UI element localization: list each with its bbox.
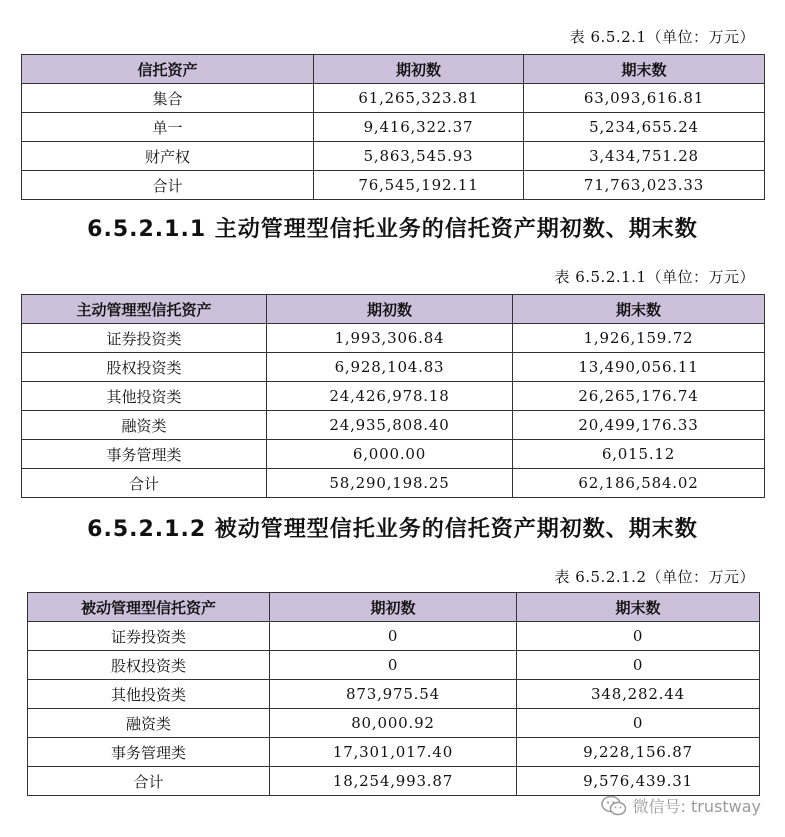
row-label: 集合 <box>22 84 314 113</box>
opening-value: 873,975.54 <box>270 680 517 709</box>
table-row <box>22 382 765 411</box>
opening-value: 76,545,192.11 <box>314 171 524 200</box>
watermark-text: 微信号: trustway <box>632 797 761 816</box>
header-closing: 期末数 <box>524 55 765 84</box>
table-row <box>28 680 760 709</box>
closing-value: 9,576,439.31 <box>517 767 760 796</box>
table-row <box>22 324 765 353</box>
header-asset-type: 被动管理型信托资产 <box>28 593 270 622</box>
table-row-total <box>28 767 760 796</box>
table-row <box>22 440 765 469</box>
opening-value: 18,254,993.87 <box>270 767 517 796</box>
passive-trust-assets-table <box>27 592 760 796</box>
closing-value: 6,015.12 <box>513 440 765 469</box>
row-label: 合计 <box>22 469 267 498</box>
table-caption-3: 表 6.5.2.1.2（单位：万元） <box>554 568 755 586</box>
closing-value: 0 <box>517 709 760 738</box>
section-heading-active: 6.5.2.1.1 主动管理型信托业务的信托资产期初数、期末数 <box>87 217 698 242</box>
header-asset-type: 主动管理型信托资产 <box>22 295 267 324</box>
header-opening: 期初数 <box>314 55 524 84</box>
row-label: 事务管理类 <box>22 440 267 469</box>
row-label: 合计 <box>28 767 270 796</box>
table-row <box>22 113 765 142</box>
row-label: 财产权 <box>22 142 314 171</box>
table-row <box>28 622 760 651</box>
closing-value: 71,763,023.33 <box>524 171 765 200</box>
table-row <box>28 709 760 738</box>
row-label: 事务管理类 <box>28 738 270 767</box>
closing-value: 0 <box>517 651 760 680</box>
opening-value: 6,000.00 <box>267 440 513 469</box>
closing-value: 26,265,176.74 <box>513 382 765 411</box>
opening-value: 24,426,978.18 <box>267 382 513 411</box>
table-caption-2: 表 6.5.2.1.1（单位：万元） <box>554 268 755 286</box>
row-label: 其他投资类 <box>28 680 270 709</box>
wechat-watermark <box>601 794 761 817</box>
row-label: 单一 <box>22 113 314 142</box>
opening-value: 1,993,306.84 <box>267 324 513 353</box>
opening-value: 5,863,545.93 <box>314 142 524 171</box>
closing-value: 348,282.44 <box>517 680 760 709</box>
header-closing: 期末数 <box>513 295 765 324</box>
closing-value: 63,093,616.81 <box>524 84 765 113</box>
wechat-logo-icon <box>601 795 627 817</box>
table-caption-1: 表 6.5.2.1（单位：万元） <box>569 28 755 46</box>
section-heading-passive: 6.5.2.1.2 被动管理型信托业务的信托资产期初数、期末数 <box>87 517 698 542</box>
closing-value: 0 <box>517 622 760 651</box>
row-label: 证券投资类 <box>28 622 270 651</box>
table-header-row <box>28 593 760 622</box>
row-label: 股权投资类 <box>28 651 270 680</box>
closing-value: 13,490,056.11 <box>513 353 765 382</box>
table-header-row <box>22 55 765 84</box>
opening-value: 17,301,017.40 <box>270 738 517 767</box>
closing-value: 3,434,751.28 <box>524 142 765 171</box>
row-label: 证券投资类 <box>22 324 267 353</box>
opening-value: 58,290,198.25 <box>267 469 513 498</box>
closing-value: 62,186,584.02 <box>513 469 765 498</box>
table-header-row <box>22 295 765 324</box>
table-row <box>28 651 760 680</box>
header-asset-type: 信托资产 <box>22 55 314 84</box>
table-row <box>28 738 760 767</box>
opening-value: 0 <box>270 622 517 651</box>
row-label: 合计 <box>22 171 314 200</box>
row-label: 融资类 <box>28 709 270 738</box>
table-row <box>22 142 765 171</box>
closing-value: 5,234,655.24 <box>524 113 765 142</box>
table-row <box>22 84 765 113</box>
opening-value: 61,265,323.81 <box>314 84 524 113</box>
active-trust-assets-table <box>21 294 765 498</box>
closing-value: 20,499,176.33 <box>513 411 765 440</box>
row-label: 其他投资类 <box>22 382 267 411</box>
closing-value: 1,926,159.72 <box>513 324 765 353</box>
header-closing: 期末数 <box>517 593 760 622</box>
opening-value: 24,935,808.40 <box>267 411 513 440</box>
header-opening: 期初数 <box>270 593 517 622</box>
row-label: 股权投资类 <box>22 353 267 382</box>
opening-value: 6,928,104.83 <box>267 353 513 382</box>
opening-value: 9,416,322.37 <box>314 113 524 142</box>
table-row-total <box>22 171 765 200</box>
opening-value: 80,000.92 <box>270 709 517 738</box>
row-label: 融资类 <box>22 411 267 440</box>
table-row <box>22 353 765 382</box>
table-row-total <box>22 469 765 498</box>
header-opening: 期初数 <box>267 295 513 324</box>
closing-value: 9,228,156.87 <box>517 738 760 767</box>
table-row <box>22 411 765 440</box>
trust-assets-table <box>21 54 765 200</box>
opening-value: 0 <box>270 651 517 680</box>
